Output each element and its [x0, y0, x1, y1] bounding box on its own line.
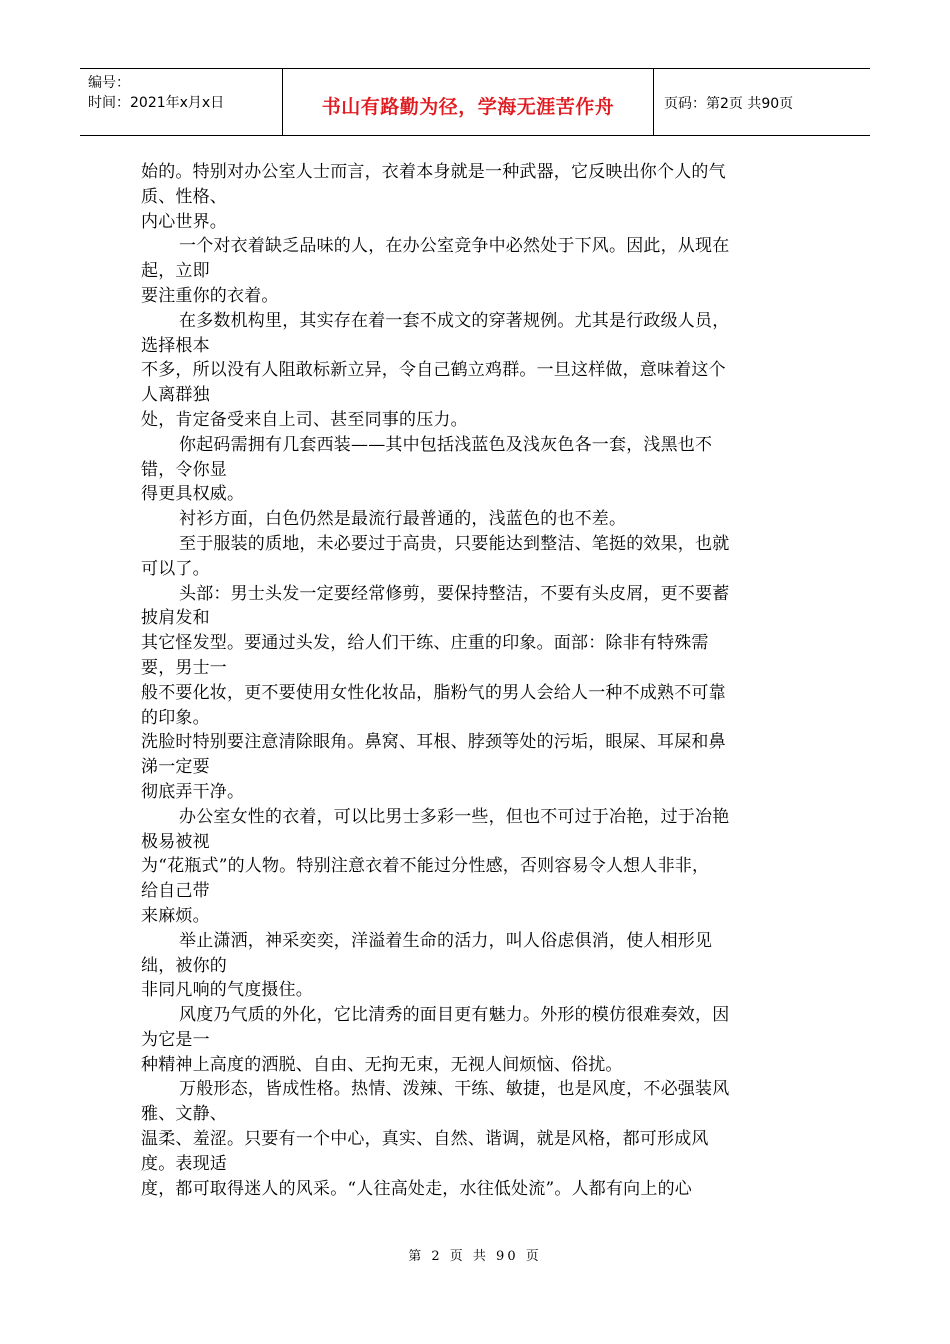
body-text-line: 要，男士一	[141, 657, 227, 678]
body-text-line: 至于服装的质地，未必要过于高贵，只要能达到整洁、笔挺的效果，也就	[179, 533, 730, 554]
body-text-line: 起，立即	[141, 261, 210, 282]
body-text-line: 非同凡响的气度摄住。	[141, 980, 313, 1001]
body-text-line: 错，令你显	[141, 459, 227, 480]
header-meta-cell	[80, 69, 283, 135]
header-motto: 书山有路勤为径，学海无涯苦作舟	[321, 95, 615, 118]
body-text-line: 温柔、羞涩。只要有一个中心，真实、自然、谐调，就是风格，都可形成风	[141, 1129, 709, 1150]
body-text-line: 极易被视	[141, 831, 210, 852]
body-text-line: 般不要化妆，更不要使用女性化妆品，脂粉气的男人会给人一种不成熟不可靠	[141, 682, 726, 703]
document-body	[141, 160, 803, 1201]
body-text-line: 要注重你的衣着。	[141, 285, 279, 306]
body-text-line: 度。表现适	[141, 1153, 227, 1174]
body-text-line: 种精神上高度的洒脱、自由、无拘无束，无视人间烦恼、俗扰。	[141, 1054, 623, 1075]
body-text-line: 得更具权威。	[141, 484, 245, 505]
body-text-line: 不多，所以没有人阻敢标新立异，令自己鹤立鸡群。一旦这样做，意味着这个	[141, 360, 726, 381]
body-text-line: 其它怪发型。要通过头发，给人们干练、庄重的印象。面部：除非有特殊需	[141, 633, 709, 654]
body-text-line: 在多数机构里，其实存在着一套不成文的穿著规例。尤其是行政级人员，	[179, 310, 730, 331]
document-header	[80, 68, 870, 136]
body-text-line: 涕一定要	[141, 757, 210, 778]
body-text-line: 始的。特别对办公室人士而言，衣着本身就是一种武器，它反映出你个人的气	[141, 162, 726, 182]
body-text-line: 为“花瓶式”的人物。特别注意衣着不能过分性感，否则容易令人想人非非，	[141, 856, 710, 877]
header-page-info: 页码：第2页 共90页	[664, 96, 794, 112]
body-text-line: 洗脸时特别要注意清除眼角。鼻窝、耳根、脖颈等处的污垢，眼屎、耳屎和鼻	[141, 732, 726, 753]
body-text-line: 的印象。	[141, 707, 210, 728]
document-date: 时间：2021年x月x日	[88, 95, 225, 111]
header-page-cell	[654, 69, 870, 135]
body-text-line: 万般形态，皆成性格。热情、泼辣、干练、敏捷，也是风度，不必强装风	[179, 1079, 730, 1100]
body-text-line: 彻底弄干净。	[141, 781, 245, 802]
body-text-line: 可以了。	[141, 558, 210, 579]
page-footer: 第 2 页 共 90 页	[408, 1249, 542, 1264]
body-text-line: 你起码需拥有几套西装——其中包括浅蓝色及浅灰色各一套，浅黑也不	[179, 434, 713, 455]
body-text-line: 披肩发和	[141, 608, 210, 629]
body-text-line: 内心世界。	[141, 211, 227, 232]
body-text-line: 人离群独	[141, 385, 210, 406]
body-text-line: 为它是一	[141, 1029, 210, 1050]
body-text-line: 给自己带	[141, 881, 210, 902]
body-text-line: 风度乃气质的外化，它比清秀的面目更有魅力。外形的模仿很难奏效，因	[179, 1005, 730, 1026]
body-text-line: 处，肯定备受来自上司、甚至同事的压力。	[141, 409, 468, 430]
body-text-line: 举止潇洒，神采奕奕，洋溢着生命的活力，叫人俗虑俱消，使人相形见	[179, 930, 713, 951]
body-text-line: 绌，被你的	[141, 955, 227, 976]
document-number-label: 编号：	[88, 75, 130, 91]
body-text-line: 头部：男士头发一定要经常修剪，要保持整洁，不要有头皮屑，更不要蓄	[179, 583, 730, 604]
body-text-line: 一个对衣着缺乏品味的人，在办公室竞争中必然处于下风。因此，从现在	[179, 236, 730, 257]
body-text-line: 度，都可取得迷人的风采。“人往高处走，水往低处流”。人都有向上的心	[141, 1178, 692, 1199]
body-text-line: 办公室女性的衣着，可以比男士多彩一些，但也不可过于冶艳，过于冶艳	[179, 806, 730, 827]
header-motto-cell	[283, 69, 654, 135]
body-text-line: 雅、文静、	[141, 1104, 227, 1125]
body-text-line: 选择根本	[141, 335, 210, 356]
body-text-line: 衬衫方面，白色仍然是最流行最普通的，浅蓝色的也不差。	[179, 509, 627, 530]
body-text-line: 来麻烦。	[141, 905, 210, 926]
body-text-line: 质、性格、	[141, 186, 227, 207]
